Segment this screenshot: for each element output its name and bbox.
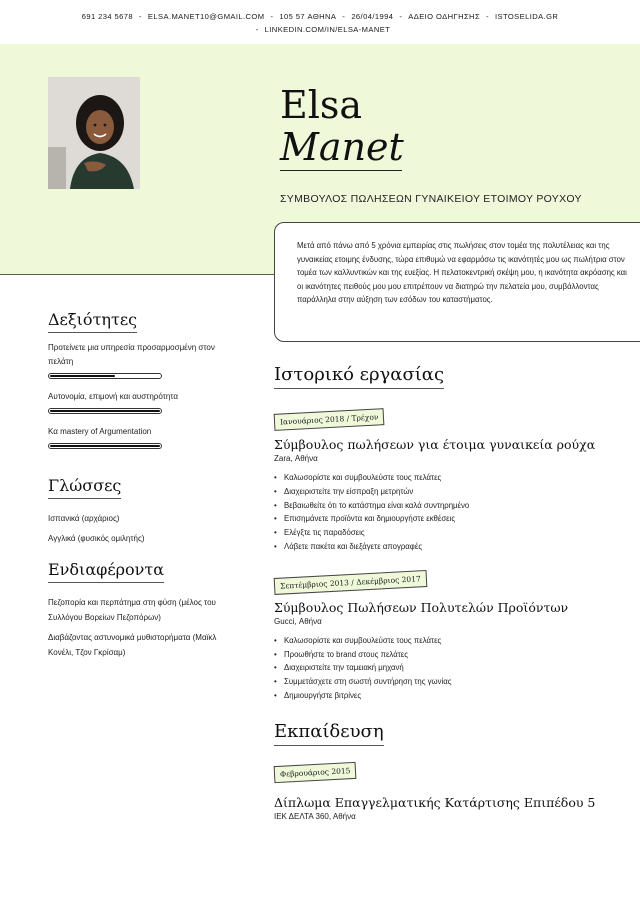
separator: - [342, 12, 346, 21]
skill-bar [48, 373, 162, 379]
profile-photo-illustration [48, 77, 140, 189]
bullet-item: • Συμμετάσχετε στη σωστή συντήρηση της γωνίας [274, 675, 614, 689]
education-heading: Εκπαίδευση [274, 721, 384, 746]
date-tag: Ιανουάριος 2018 / Τρέχον [274, 408, 385, 431]
contact-bar [0, 0, 640, 44]
skill-label: Αυτονομία, επιμονή και αυστηρότητα [48, 392, 178, 401]
summary-box [274, 222, 640, 342]
separator: - [270, 12, 274, 21]
bullet-item: • Δημιουργήστε βιτρίνες [274, 689, 614, 703]
skill-bar [48, 408, 162, 414]
last-name: Manet [280, 125, 404, 169]
website-link[interactable]: ISTOSELIDA.GR [494, 12, 559, 21]
date-tag: Σεπτέμβριος 2013 / Δεκέμβριος 2017 [274, 570, 428, 595]
date-tag: Φεβρουάριος 2015 [274, 762, 357, 783]
job-title: ΣΥΜΒΟΥΛΟΣ ΠΩΛΗΣΕΩΝ ΓΥΝΑΙΚΕΙΟΥ ΕΤΟΙΜΟΥ ΡΟΥΧΟΥ [280, 193, 582, 205]
license-text: ΑΔΕΙΟ ΟΔΗΓΗΣΗΣ [408, 12, 481, 21]
interest-item: Διαβάζοντας αστυνομικά μυθιστορήματα (Μαϊκλ Κονέλι, Τζον Γκρίσαμ) [48, 633, 217, 657]
degree-name: Δίπλωμα Επαγγελματικής Κατάρτισης Επιπέδου 5 [274, 794, 596, 810]
employer: Gucci, Αθήνα [274, 616, 322, 626]
separator: - [486, 12, 489, 21]
interests-list [48, 595, 228, 660]
school-name: ΙΕΚ ΔΕΛΤΑ 360, Αθήνα [274, 811, 356, 821]
bullet-item: • Ελέγξτε τις παραδόσεις [274, 526, 614, 540]
employer: Zara, Αθήνα [274, 454, 318, 463]
experience-heading: Ιστορικό εργασίας [274, 364, 444, 389]
birthdate-text: 26/04/1994 [351, 12, 394, 21]
profile-photo [48, 77, 140, 189]
skill-bar-fill [50, 375, 115, 377]
bullet-item: • Καλωσορίστε και συμβουλεύστε τους πελάτες [274, 471, 614, 485]
job-entry [274, 409, 614, 554]
skill-bar-fill [50, 445, 160, 447]
separator: - [138, 12, 142, 21]
name-block [280, 84, 402, 171]
bullet-item: • Βεβαιωθείτε ότι το κατάστημα είναι καλά συντηρημένο [274, 499, 614, 513]
skills-heading: Δεξιότητες [48, 310, 137, 333]
separator: - [255, 25, 259, 34]
job-bullets [274, 471, 614, 554]
language-item: Αγγλικά (φυσικός ομιλητής) [48, 534, 145, 543]
job-entry [274, 572, 614, 703]
interests-heading: Ενδιαφέροντα [48, 560, 164, 583]
first-name: Elsa [280, 83, 363, 127]
languages-heading: Γλώσσες [48, 476, 121, 499]
bullet-item: • Προωθήστε το brand στους πελάτες [274, 648, 614, 662]
skills-list [48, 341, 220, 449]
address-text: 105 57 ΑΘΗΝΑ [279, 12, 337, 21]
job-name: Σύμβουλος πωλήσεων για έτοιμα γυναικεία ρούχα [274, 437, 596, 452]
bullet-item: • Καλωσορίστε και συμβουλεύστε τους πελάτες [274, 634, 614, 648]
email-link[interactable]: ELSA.MANET10@GMAIL.COM [147, 12, 265, 21]
phone-text: 691 234 5678 [81, 12, 133, 21]
skill-bar [48, 443, 162, 449]
skill-label: Προτείνετε μια υπηρεσία προσαρμοσμένη στον πελάτη [48, 343, 215, 366]
interest-item: Πεζοπορία και περπάτημα στη φύση (μέλος του Συλλόγου Βορείων Πεζοπόρων) [48, 598, 216, 622]
left-column [48, 310, 228, 660]
right-column [274, 364, 614, 821]
bullet-item: • Επισημάνετε προϊόντα και δημιουργήστε εκθέσεις [274, 512, 614, 526]
linkedin-link[interactable]: LINKEDIN.COM/IN/ELSA-MANET [264, 25, 391, 34]
skill-label: Κα mastery of Argumentation [48, 427, 152, 436]
separator: - [399, 12, 403, 21]
bullet-item: • Διαχειριστείτε την είσπραξη μετρητών [274, 485, 614, 499]
languages-list [48, 511, 228, 546]
bullet-item: • Λάβετε πακέτα και διεξάγετε απογραφές [274, 540, 614, 554]
bullet-item: • Διαχειριστείτε την ταμειακή μηχανή [274, 661, 614, 675]
job-bullets [274, 634, 614, 703]
job-name: Σύμβουλος Πωλήσεων Πολυτελών Προϊόντων [274, 599, 569, 615]
summary-text: Μετά από πάνω από 5 χρόνια εμπειρίας στις πωλήσεις στον τομέα της πολυτέλειας και της γυναικείας ετοιμης ένδυσης, τώρα επιθυμώ να εφαρμόσω τις ικανότητές μου ως πωλήτρια στον τομέα των καλλυντικών και της ευεξίας. Η πελατοκεντρική σκέψη μου, η ικανότητα ακρόασης και οι ικανότητες πειθούς μου μου επιτρέπουν να διατηρώ την πελατεία μου, συμβάλλοντας παράλληλα στην αύξηση των εσόδων του καταστήματος. [297, 241, 627, 304]
education-entry [274, 762, 614, 821]
skill-bar-fill [50, 410, 160, 412]
language-item: Ισπανικά (αρχάριος) [48, 514, 120, 523]
